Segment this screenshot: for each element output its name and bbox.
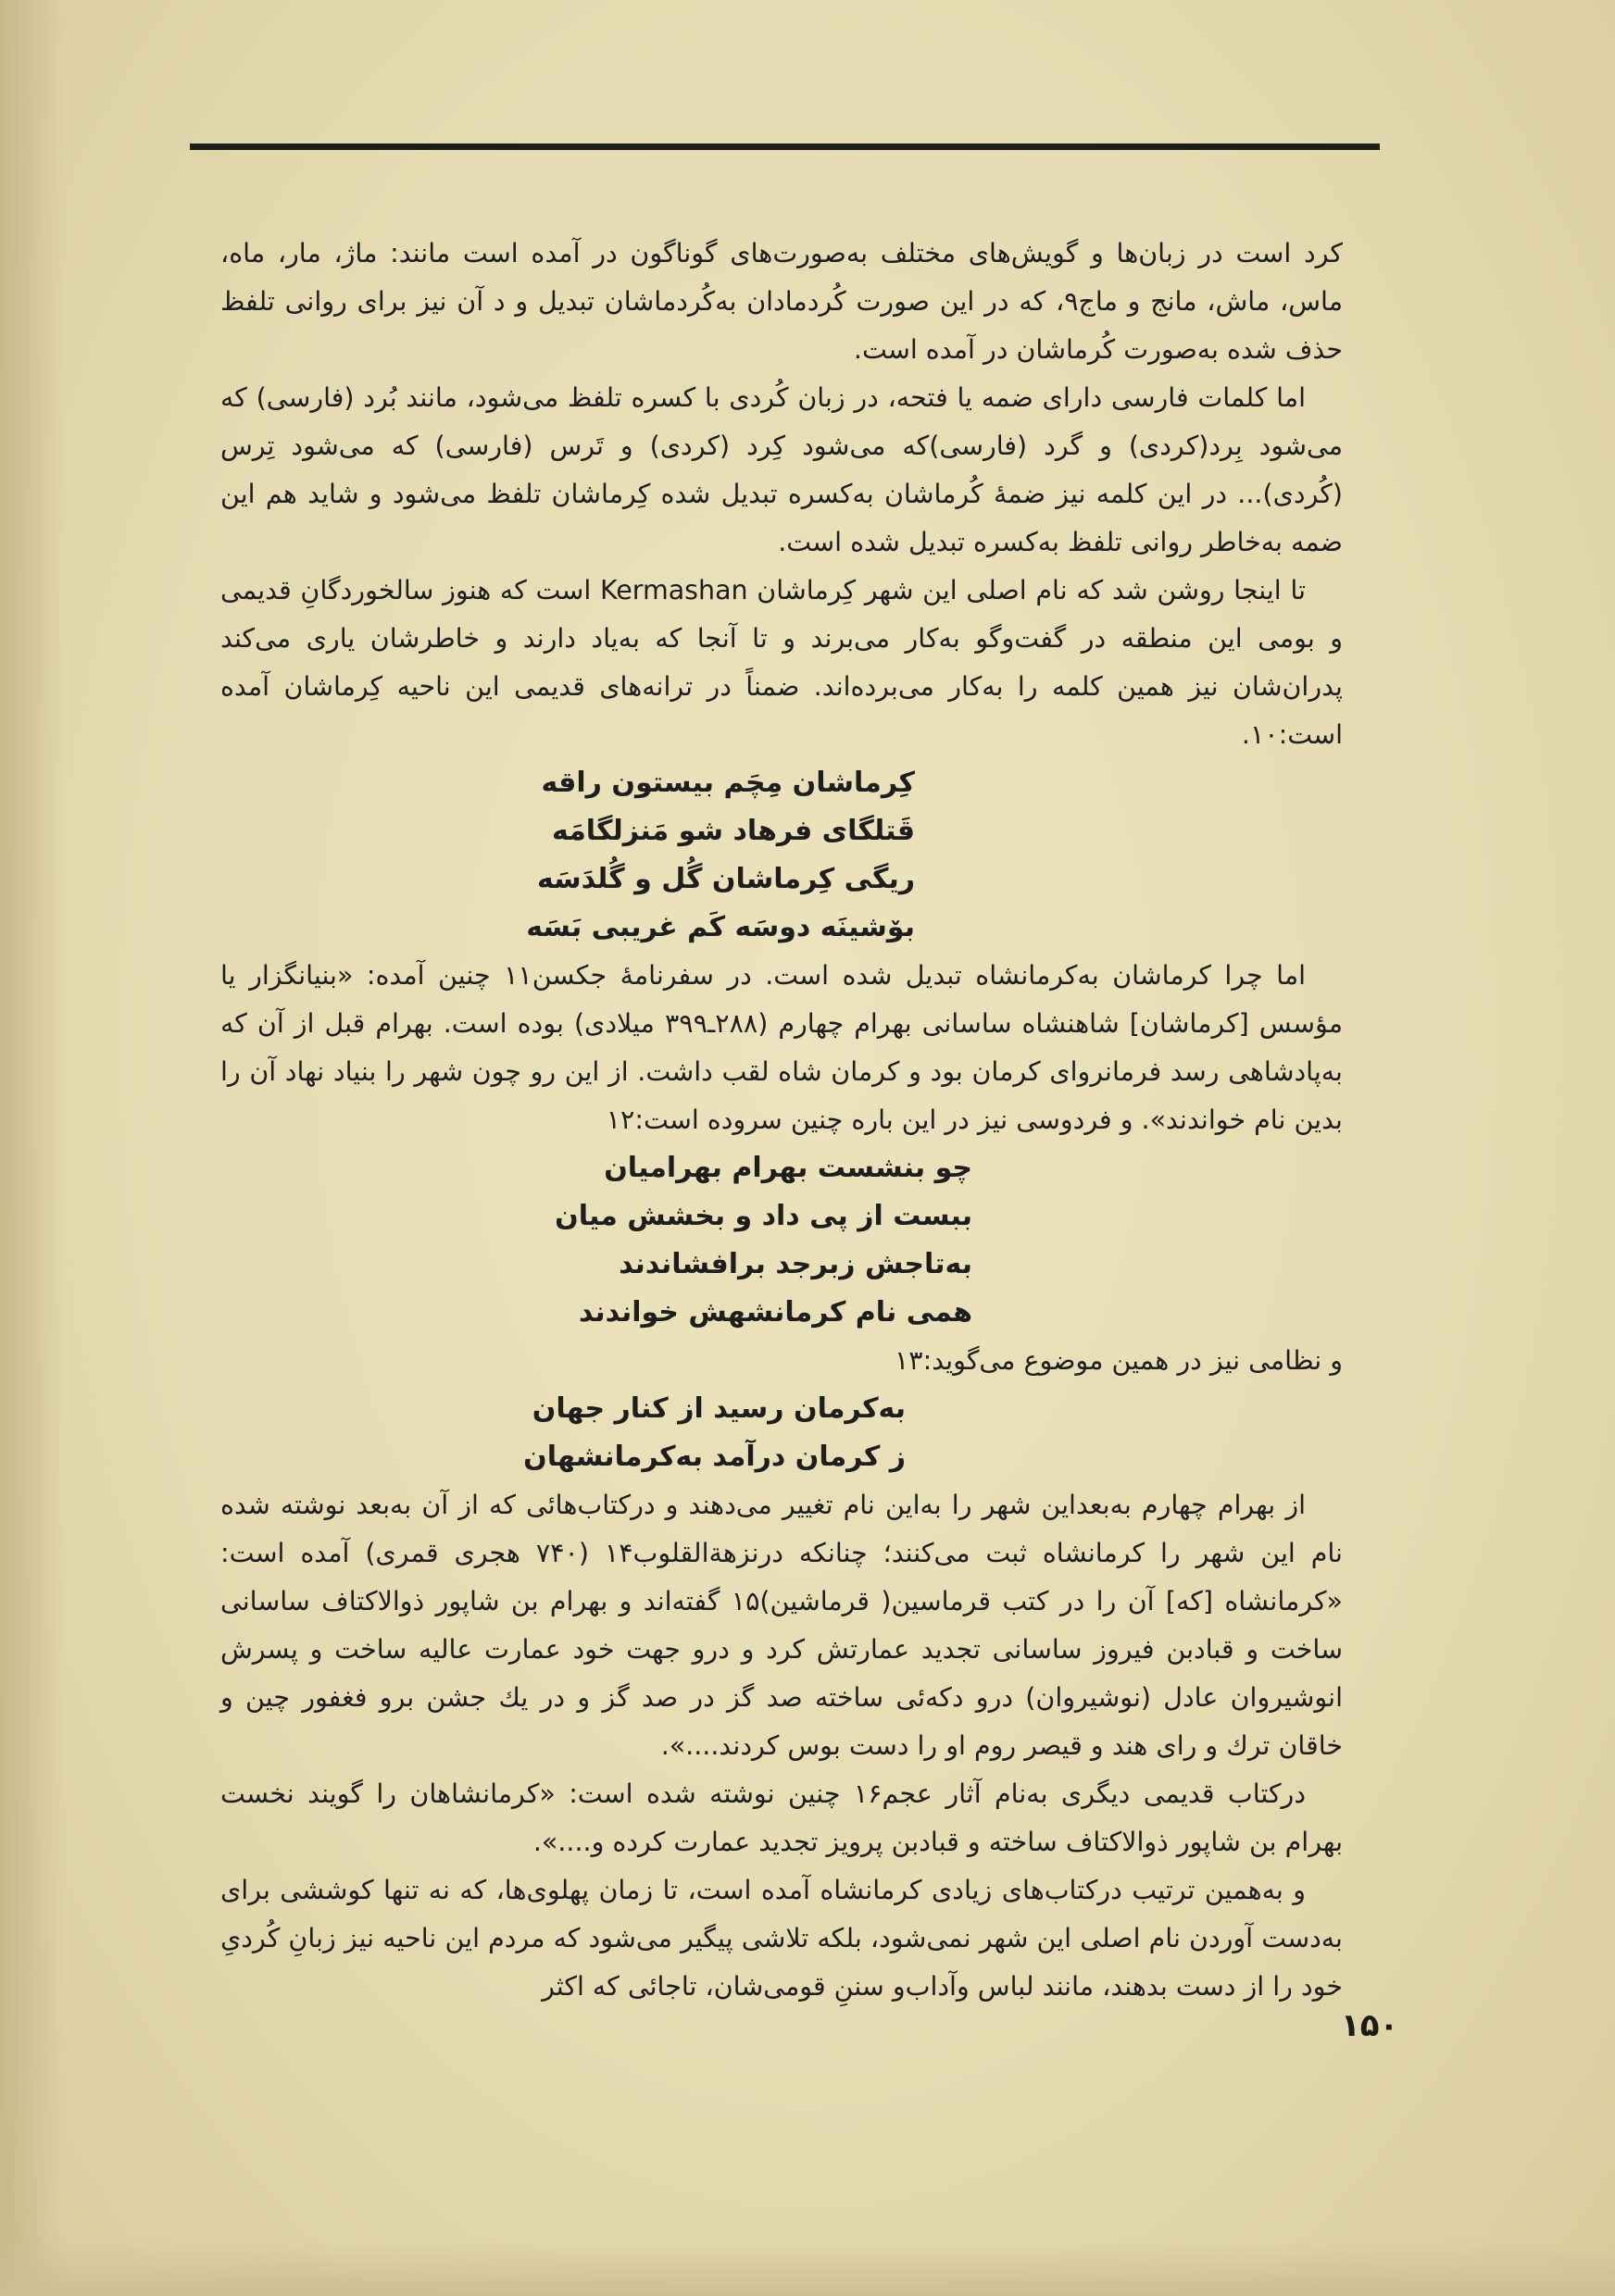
verse-line: ببست از پی داد و بخشش میان xyxy=(555,1200,972,1232)
verse-line: همی نام کرمانشهش خواندند xyxy=(579,1296,972,1329)
verse-line: بوٚشینَه دوسَه کَم غریبی بَسَه xyxy=(526,911,915,943)
page-body xyxy=(220,230,1343,2011)
verse-line: به‌کرمان رسید از کنار جهان xyxy=(532,1392,906,1425)
page-number: ۱۵۰ xyxy=(1341,2007,1399,2044)
verse-line: به‌تاجش زبرجد برافشاندند xyxy=(619,1248,972,1280)
verse-line: ریگی کِرماشان گُل و گُلدَسَه xyxy=(536,863,915,895)
paragraph: از بهرام چهارم به‌بعد‌این شهر را به‌این نام تغییر می‌دهند و درکتاب‌هائی که از آن به‌بعد نوشته شده نام این شهر را کرمانشاه ثبت می‌کنند؛ چنانکه درنزهة‌القلوب۱۴ (۷۴۰ هجری قمری) آمده است: «کرمانشاه [که] آن را در کتب قرماسین( قرماشین)۱۵ گفته‌اند و بهرام بن شاپور ذوالاکتاف ساسانی ساخت و قبادبن فیروز ساسانی تجدید عمارتش کرد و درو جهت خود عمارت عالیه ساخت و پسرش انوشیروان عادل (نوشیروان) درو دکه‌ئی ساخته صد گز در صد گز و در یك جشن برو فغفور چین و خاقان ترك و رای هند و قیصر روم او را دست بوس کردند....». xyxy=(220,1490,1343,1761)
paragraph: درکتاب قدیمی دیگری به‌نام آثار عجم۱۶ چنین نوشته شده است: «کرمانشاهان را گویند نخست بهرام بن شاپور ذوالاکتاف ساخته و قبادبن پرویز تجدید عمارت کرده و....». xyxy=(220,1778,1343,1857)
ferdowsi-poem xyxy=(220,1144,1343,1337)
kurdish-poem xyxy=(220,759,1343,952)
verse-line: چو بنشست بهرام بهرامیان xyxy=(604,1152,972,1184)
paragraph: اما چرا کرماشان به‌کرمانشاه تبدیل شده است. در سفرنامهٔ جکسن۱۱ چنین آمده: «بنیانگزار یا مؤسس [کرماشان] شاهنشاه ساسانی بهرام چهارم (۲۸۸ـ۳۹۹ میلادی) بوده است. بهرام قبل از آن که به‌پادشاهی رسد فرمانروای کرمان بود و کرمان شاه لقب داشت. از این رو چون شهر را بنیاد نهاد آن را بدین نام خواندند». و فردوسی نیز در این باره چنین سروده است:۱۲ xyxy=(220,960,1343,1135)
page-shadow-left xyxy=(0,0,65,2296)
page-shadow-bottom xyxy=(0,2240,1615,2296)
verse-line: ز کرمان درآمد به‌کرمانشهان xyxy=(523,1441,906,1473)
nezami-intro: و نظامی نیز در همین موضوع می‌گوید:۱۳ xyxy=(895,1345,1343,1376)
paragraph: اما کلمات فارسی دارای ضمه یا فتحه، در زبان کُردی با کسره تلفظ می‌شود، مانند بُرد (فارسی) که می‌شود بِرد(کردی) و گرد (فارسی)که می‌شود کِرد (کردی) و تَرس (فارسی) که می‌شود تِرس (کُردی)... در این کلمه نیز ضمهٔ کُرماشان به‌کسره تبدیل شده کِرماشان تلفظ می‌شود و شاید هم این ضمه به‌خاطر روانی تلفظ به‌کسره تبدیل شده است. xyxy=(220,382,1343,557)
verse-line: قَتلگای فرهاد شو مَنزلگامَه xyxy=(552,815,915,847)
verse-line: کِرماشان مِچَم بیستون راقه xyxy=(541,767,915,799)
paragraph: تا اینجا روشن شد که نام اصلی این شهر کِرماشان Kermashan است که هنوز سالخوردگانِ قدیمی و بومی این منطقه در گفت‌وگو به‌کار می‌برند و تا آنجا که به‌یاد دارند و خاطرشان یاری می‌کند پدران‌شان نیز همین کلمه را به‌کار می‌برده‌اند. ضمناً در ترانه‌های قدیمی این ناحیه کِرماشان آمده است:۱۰. xyxy=(220,575,1343,750)
nezami-poem xyxy=(220,1385,1343,1481)
header-rule xyxy=(190,144,1380,150)
paragraph: و به‌همین ترتیب درکتاب‌های زیادی کرمانشاه آمده است، تا زمان پهلوی‌ها، که نه تنها کوششی برای به‌دست آوردن نام اصلی این شهر نمی‌شود، بلکه تلاشی پیگیر می‌شود که مردم این ناحیه نیز زبانِ کُردیِ خود را از دست بدهند، مانند لباس وآداب‌و سننِ قومی‌شان، تاجائی که اکثر xyxy=(220,1875,1343,2002)
paragraph: کرد است در زبان‌ها و گویش‌های مختلف به‌صورت‌های گوناگون در آمده است مانند: ماژ، مار، ماه، ماس، ماش، مانج و ماج۹، که در این صورت کُردمادان به‌کُردماشان تبدیل و د آن نیز برای روانی تلفظ حذف شده به‌صورت کُرماشان در آمده است. xyxy=(220,238,1343,365)
